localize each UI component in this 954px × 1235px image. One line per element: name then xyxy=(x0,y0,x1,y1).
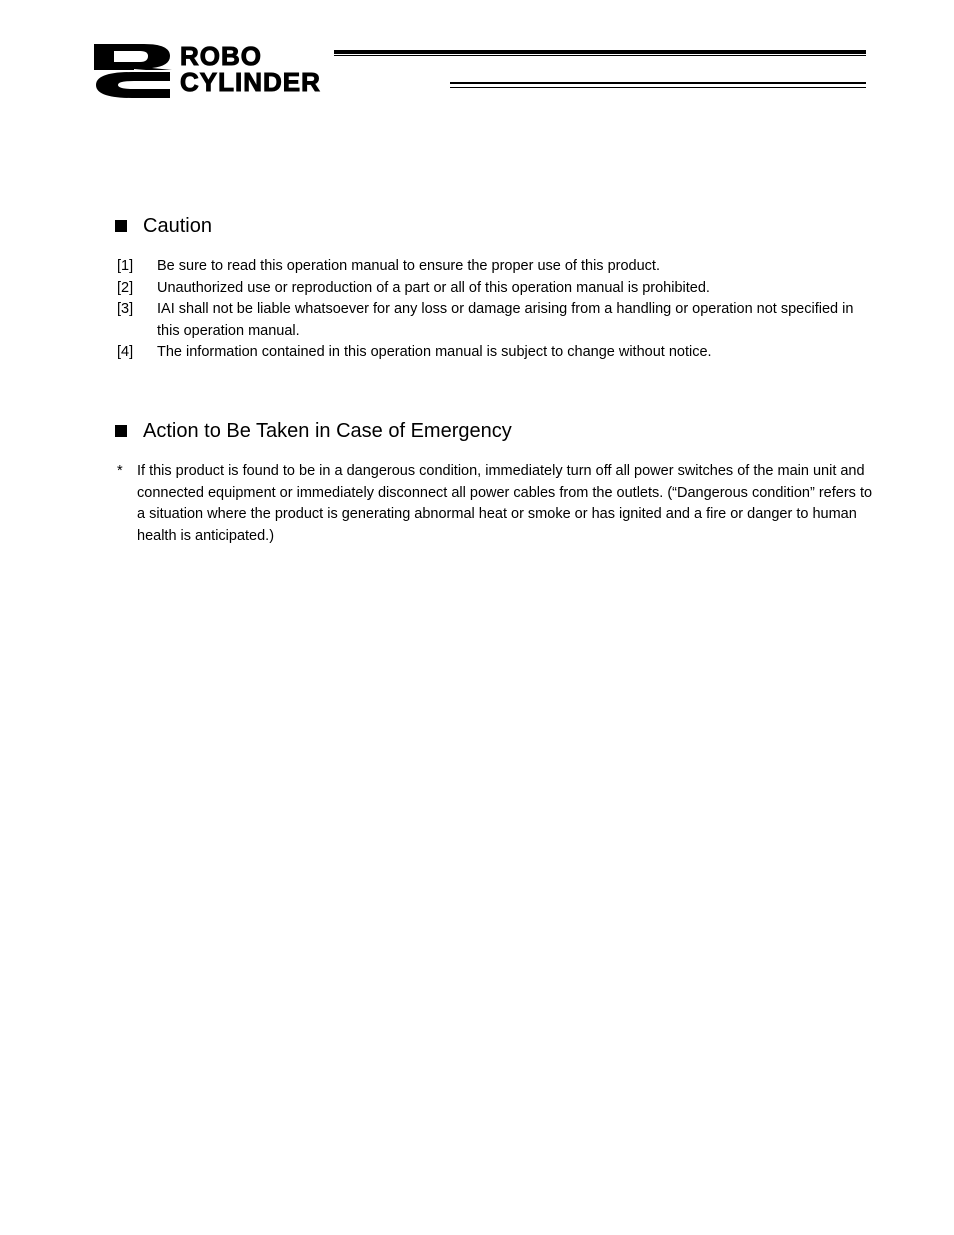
emergency-heading xyxy=(113,417,873,445)
list-item-number: [4] xyxy=(117,344,134,360)
header-rule-top xyxy=(334,50,866,54)
list-item-number: [2] xyxy=(117,279,134,296)
caution-heading xyxy=(113,212,873,240)
list-item xyxy=(113,342,873,364)
list-item-text: Unauthorized use or reproduction of a part or all of this operation manual is prohibited. xyxy=(157,279,710,296)
list-item xyxy=(113,278,873,300)
page-header xyxy=(92,42,866,100)
emergency-section xyxy=(113,417,873,547)
caution-section xyxy=(113,212,873,364)
square-bullet-icon xyxy=(115,425,127,437)
emergency-note-text: If this product is found to be in a dangerous condition, immediately turn off all power switches of the main unit and connected equipment or immediately disconnect all power cables from the outlets. (“Dangerous condition” refers to a situation where the product is generating abnormal heat or smoke or has ignited and a fire or danger to human health is anticipated.) xyxy=(137,463,873,544)
asterisk-marker: * xyxy=(117,463,123,479)
list-item-text: The information contained in this operation manual is subject to change without notice. xyxy=(157,344,712,360)
robo-cylinder-logo-icon xyxy=(92,42,172,98)
header-rule-top-thin xyxy=(334,55,866,56)
list-item-number: [1] xyxy=(117,258,134,274)
caution-list xyxy=(113,256,873,364)
list-item-text: Be sure to read this operation manual to ensure the proper use of this product. xyxy=(157,258,660,274)
emergency-heading-text: Action to Be Taken in Case of Emergency xyxy=(143,420,512,442)
logo-line-robo: ROBO xyxy=(180,41,262,71)
header-rule-bottom xyxy=(450,82,866,84)
logo-wordmark xyxy=(180,41,321,97)
list-item xyxy=(113,299,873,342)
header-rule-bottom-thin xyxy=(450,87,866,88)
square-bullet-icon xyxy=(115,220,127,232)
list-item-number: [3] xyxy=(117,301,134,317)
emergency-note xyxy=(113,461,873,547)
list-item xyxy=(113,256,873,278)
caution-heading-text: Caution xyxy=(143,215,212,237)
list-item-text: IAI shall not be liable whatsoever for any loss or damage arising from a handling or operation not specified in this operation manual. xyxy=(157,301,854,339)
logo-line-cylinder: CYLINDER xyxy=(180,67,321,97)
